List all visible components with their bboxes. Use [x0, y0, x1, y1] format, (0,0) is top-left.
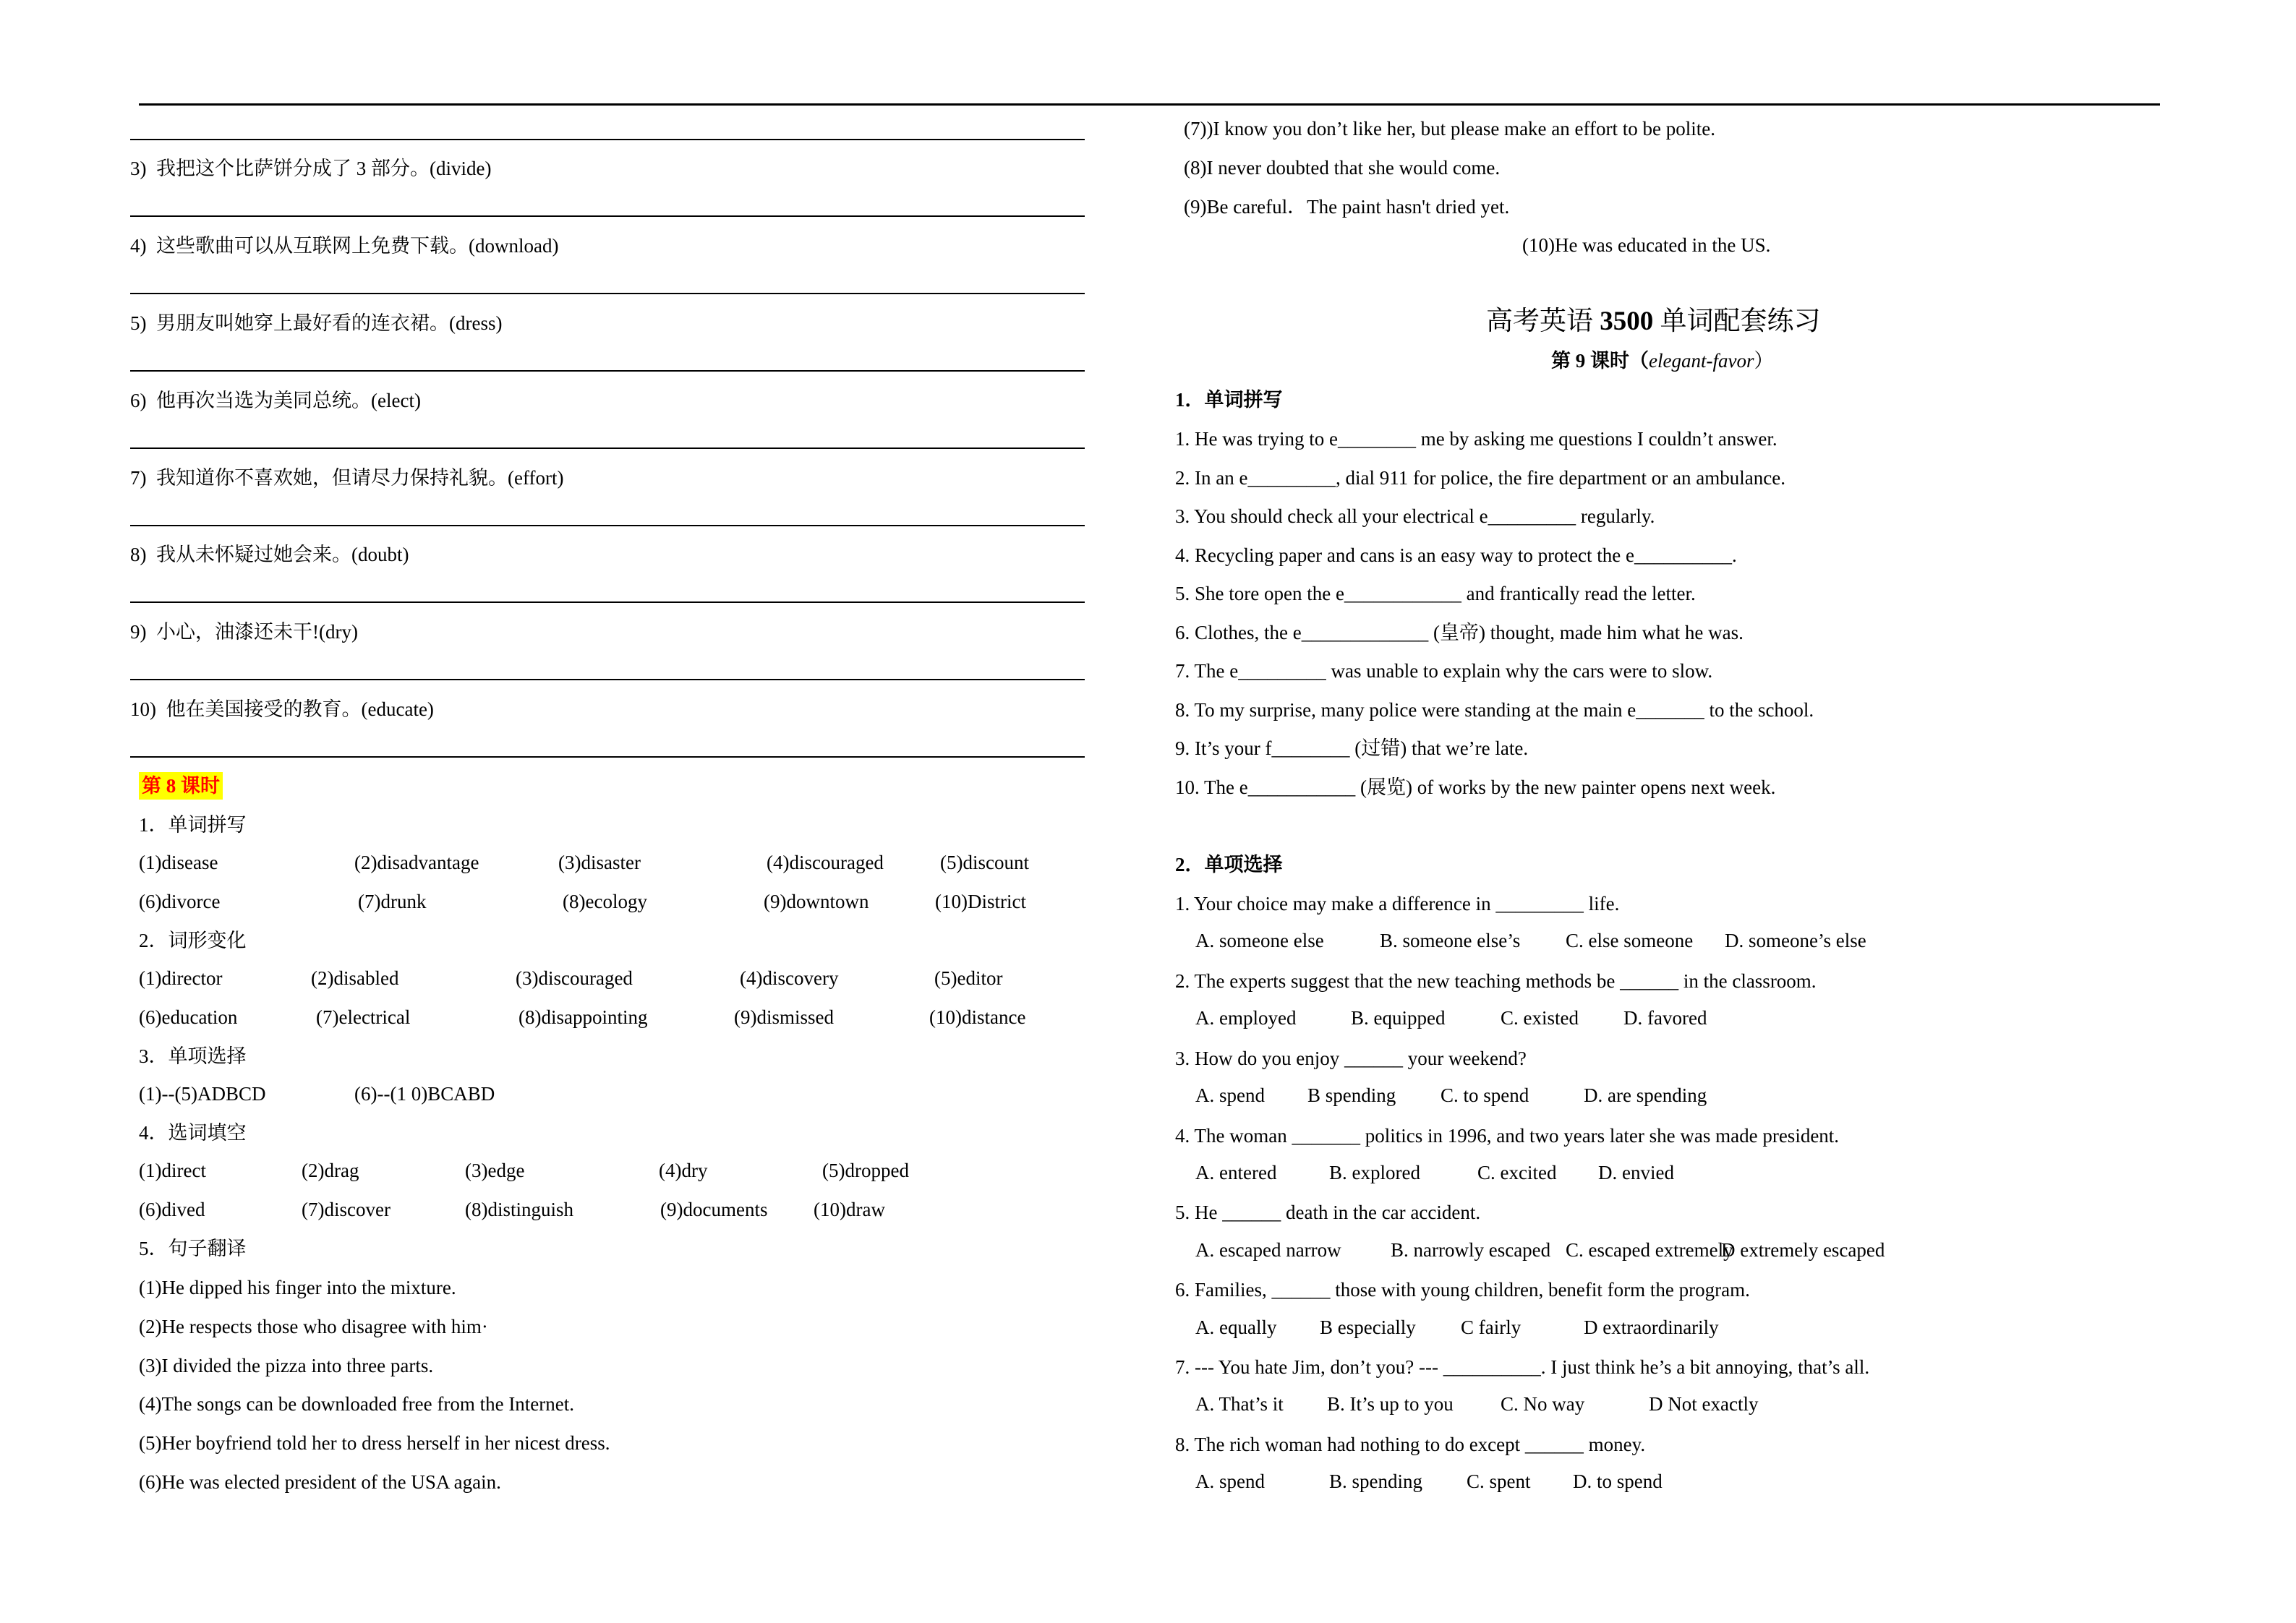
prompt-5: [130, 311, 502, 335]
answer-cell: (6)dived: [139, 1199, 205, 1220]
answer-cell: (2)drag: [302, 1160, 359, 1181]
answer-cell: (3)edge: [465, 1160, 525, 1181]
answer-cell: (1)director: [139, 967, 223, 989]
translation-answer: (9)Be careful．The paint hasn't dried yet.: [1184, 196, 1510, 218]
prompt-3: [130, 156, 491, 181]
spelling-item: 3. You should check all your electrical e_________ regularly.: [1175, 505, 1655, 527]
spelling-item: 7. The e_________ was unable to explain why the cars were to slow.: [1175, 660, 1713, 682]
translation-answer: (3)I divided the pizza into three parts.: [139, 1355, 434, 1376]
answer-line: [130, 293, 1085, 294]
mc-option: C fairly: [1461, 1316, 1522, 1338]
prompt-6: [130, 388, 421, 413]
mc-option: C. existed: [1501, 1007, 1579, 1029]
mc-option: B. explored: [1329, 1162, 1420, 1183]
translation-answer: (1)He dipped his finger into the mixture.: [139, 1277, 456, 1298]
mc-option: D. are spending: [1584, 1084, 1707, 1106]
mc-option: B. It’s up to you: [1327, 1393, 1454, 1415]
mc-option: C. to spend: [1441, 1084, 1529, 1106]
prompt-text: 小心，油漆还未干!(dry): [156, 621, 358, 643]
spelling-item: 4. Recycling paper and cans is an easy way to protect the e__________.: [1175, 544, 1737, 566]
answer-line: [130, 215, 1085, 217]
prompt-4: [130, 234, 558, 258]
answer-cell: (4)discouraged: [767, 852, 884, 873]
section2-heading: 2．词形变化: [139, 930, 247, 951]
title-number: 3500: [1600, 307, 1654, 336]
mc-option: D Not exactly: [1649, 1393, 1759, 1415]
answer-row: [130, 1160, 1085, 1184]
mc-option: B especially: [1320, 1316, 1416, 1338]
mc-option: B. spending: [1329, 1470, 1423, 1492]
answer-row: [130, 1006, 1085, 1031]
answer-line: [130, 679, 1085, 680]
answer-cell: (7)drunk: [358, 891, 427, 912]
lesson-subtitle: [1551, 348, 1773, 373]
answer-cell: (8)distinguish: [465, 1199, 574, 1220]
translation-answer: (10)He was educated in the US.: [1522, 234, 1771, 256]
translation-answer: (5)Her boyfriend told her to dress herself in her nicest dress.: [139, 1432, 610, 1454]
answer-cell: (7)electrical: [316, 1006, 411, 1028]
title-prefix: 高考英语: [1486, 307, 1600, 336]
answer-row: [130, 852, 1085, 876]
mc-option: D extremely escaped: [1721, 1239, 1885, 1261]
section5-heading: 5．句子翻译: [139, 1238, 247, 1259]
answer-cell: (9)downtown: [764, 891, 869, 912]
prompt-num: 3): [130, 158, 147, 179]
mc-option: A. spend: [1195, 1084, 1265, 1106]
mc-question: 7. --- You hate Jim, don’t you? --- __________. I just think he’s a bit annoying, that’s all.: [1175, 1356, 1870, 1378]
lesson8-label: [139, 774, 223, 798]
answer-line: [130, 525, 1085, 526]
mc-options: [1175, 1316, 2130, 1341]
mc-option: A. equally: [1195, 1316, 1277, 1338]
spelling-item: 9. It’s your f________ (过错) that we’re late.: [1175, 737, 1529, 759]
prompt-num: 5): [130, 312, 147, 334]
mc-option: D. envied: [1598, 1162, 1674, 1183]
mc-options: [1175, 930, 2130, 954]
mc-option: D. to spend: [1573, 1470, 1663, 1492]
answer-cell: (10)distance: [929, 1006, 1026, 1028]
spelling-item: 5. She tore open the e____________ and frantically read the letter.: [1175, 583, 1696, 604]
translation-answer: (7))I know you don’t like her, but please make an effort to be polite.: [1184, 118, 1715, 140]
spelling-item: 2. In an e_________, dial 911 for police, the fire department or an ambulance.: [1175, 467, 1785, 489]
prompt-text: 他再次当选为美同总统。(elect): [156, 390, 421, 411]
mc-question: 1. Your choice may make a difference in _________ life.: [1175, 893, 1620, 915]
answer-row: [130, 967, 1085, 992]
answer-cell: (3)disaster: [558, 852, 641, 873]
answer-cell: (10)District: [935, 891, 1026, 912]
answer-line: [130, 756, 1085, 758]
section1-heading: 1．单词拼写: [139, 814, 247, 836]
translation-answer: (6)He was elected president of the USA again.: [139, 1471, 501, 1493]
answer-line: [130, 601, 1085, 603]
mc-question: 3. How do you enjoy ______ your weekend?: [1175, 1048, 1527, 1069]
mc-options: [1175, 1239, 2130, 1264]
answer-cell: (4)discovery: [740, 967, 839, 989]
mc-question: 5. He ______ death in the car accident.: [1175, 1202, 1481, 1223]
spelling-item: 6. Clothes, the e_____________ (皇帝) thought, made him what he was.: [1175, 622, 1744, 643]
answer-cell: (4)dry: [659, 1160, 708, 1181]
mc-option: D. someone’s else: [1725, 930, 1866, 951]
mc-option: C. excited: [1477, 1162, 1557, 1183]
answer-cell: (6)education: [139, 1006, 238, 1028]
answer-line: [130, 139, 1085, 140]
prompt-10: [130, 697, 434, 721]
mc-option: A. escaped narrow: [1195, 1239, 1341, 1261]
part1-heading: 1．单词拼写: [1175, 389, 1283, 411]
section4-heading: 4．选词填空: [139, 1122, 247, 1144]
answer-cell: (3)discouraged: [516, 967, 633, 989]
answer-cell: (2)disabled: [311, 967, 399, 989]
answer-line: [130, 447, 1085, 449]
answer-cell: (8)disappointing: [518, 1006, 648, 1028]
answer-line: [130, 370, 1085, 372]
answer-cell: (10)draw: [814, 1199, 885, 1220]
prompt-num: 7): [130, 467, 147, 489]
header-rule: [139, 103, 2160, 106]
mc-question: 8. The rich woman had nothing to do except ______ money.: [1175, 1434, 1646, 1455]
mc-option: C. else someone: [1566, 930, 1694, 951]
mc-option: A. entered: [1195, 1162, 1277, 1183]
title-suffix: 单词配套练习: [1653, 307, 1821, 336]
mc-options: [1175, 1084, 2130, 1109]
answer-cell: (1)direct: [139, 1160, 206, 1181]
mc-option: C. spent: [1467, 1470, 1531, 1492]
mc-options: [1175, 1007, 2130, 1032]
subtitle-suffix: ）: [1754, 350, 1774, 372]
subtitle-range: elegant-favor: [1649, 350, 1754, 372]
answer-cell: (9)documents: [660, 1199, 768, 1220]
mc-option: C. No way: [1501, 1393, 1585, 1415]
translation-answer: (4)The songs can be downloaded free from the Internet.: [139, 1393, 575, 1415]
mc-option: B. equipped: [1351, 1007, 1446, 1029]
mc-options: [1175, 1470, 2130, 1495]
mc-option: D. favored: [1623, 1007, 1707, 1029]
mc-option: A. That’s it: [1195, 1393, 1284, 1415]
answer-cell: (5)dropped: [822, 1160, 909, 1181]
mc-question: 2. The experts suggest that the new teaching methods be ______ in the classroom.: [1175, 970, 1817, 992]
prompt-text: 我知道你不喜欢她，但请尽力保持礼貌。(effort): [156, 467, 564, 489]
spelling-item: 8. To my surprise, many police were standing at the main e_______ to the school.: [1175, 699, 1814, 721]
mc-option: A. someone else: [1195, 930, 1324, 951]
prompt-num: 9): [130, 621, 147, 643]
spelling-item: 10. The e___________ (展览) of works by the new painter opens next week.: [1175, 776, 1776, 798]
answer-cell: (5)editor: [934, 967, 1003, 989]
mc-options: [1175, 1162, 2130, 1186]
answer-cell: (6)divorce: [139, 891, 221, 912]
prompt-num: 4): [130, 235, 147, 257]
answer-row: [130, 1199, 1085, 1223]
answer-row: [130, 891, 1085, 915]
document-title: [1486, 305, 1821, 338]
answer-cell: (5)discount: [940, 852, 1029, 873]
answer-cell: (7)discover: [302, 1199, 391, 1220]
mc-options: [1175, 1393, 2130, 1418]
translation-answer: (8)I never doubted that she would come.: [1184, 157, 1501, 179]
prompt-9: [130, 620, 358, 644]
subtitle-prefix: 第 9 课时（: [1551, 350, 1649, 372]
mc-question: 4. The woman _______ politics in 1996, and two years later she was made president.: [1175, 1125, 1840, 1147]
mc-option: A. spend: [1195, 1470, 1265, 1492]
mc-option: B spending: [1307, 1084, 1396, 1106]
translation-answer: (2)He respects those who disagree with him·: [139, 1316, 488, 1337]
answer-cell: (9)dismissed: [734, 1006, 834, 1028]
answer-row: [130, 1083, 1085, 1108]
mc-option: C. escaped extremely: [1566, 1239, 1733, 1261]
answer-cell: (6)--(1 0)BCABD: [354, 1083, 495, 1105]
section3-heading: 3．单项选择: [139, 1045, 247, 1067]
answer-cell: (8)ecology: [563, 891, 647, 912]
prompt-num: 10): [130, 698, 156, 720]
prompt-text: 我把这个比萨饼分成了 3 部分。(divide): [156, 158, 492, 179]
prompt-text: 男朋友叫她穿上最好看的连衣裙。(dress): [156, 312, 503, 334]
prompt-8: [130, 542, 409, 567]
answer-cell: (1)disease: [139, 852, 218, 873]
mc-option: A. employed: [1195, 1007, 1297, 1029]
part2-heading: 2．单项选择: [1175, 854, 1283, 875]
prompt-text: 这些歌曲可以从互联网上免费下载。(download): [156, 235, 559, 257]
mc-question: 6. Families, ______ those with young children, benefit form the program.: [1175, 1279, 1750, 1301]
answer-cell: (1)--(5)ADBCD: [139, 1083, 266, 1105]
prompt-num: 6): [130, 390, 147, 411]
mc-option: B. narrowly escaped: [1391, 1239, 1551, 1261]
prompt-text: 他在美国接受的教育。(educate): [166, 698, 434, 720]
mc-option: B. someone else’s: [1380, 930, 1521, 951]
lesson8-highlight: 第 8 课时: [139, 772, 223, 800]
prompt-7: [130, 466, 563, 490]
mc-option: D extraordinarily: [1584, 1316, 1719, 1338]
spelling-item: 1. He was trying to e________ me by asking me questions I couldn’t answer.: [1175, 428, 1778, 450]
prompt-text: 我从未怀疑过她会来。(doubt): [156, 544, 409, 565]
answer-cell: (2)disadvantage: [354, 852, 479, 873]
prompt-num: 8): [130, 544, 147, 565]
